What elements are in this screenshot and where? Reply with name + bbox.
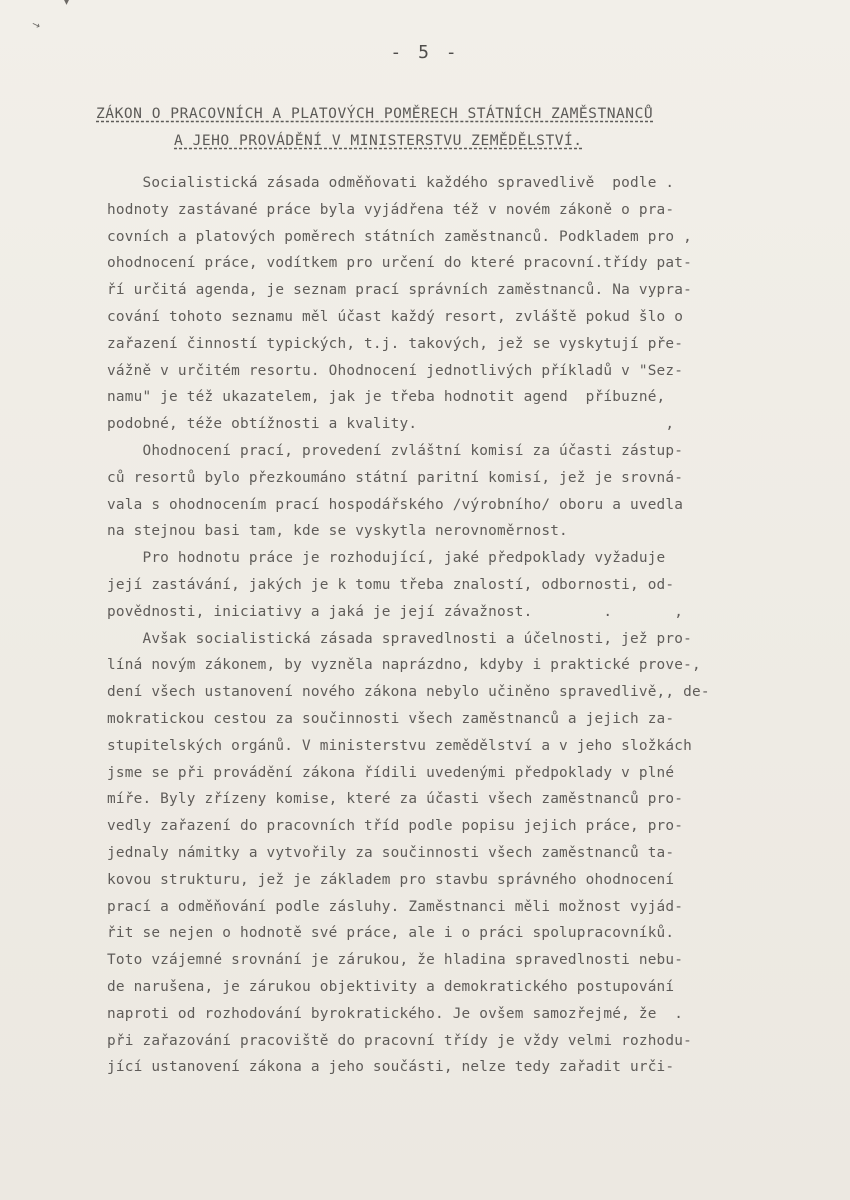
text-line: ří určitá agenda, je seznam prací správních zaměstnanců. Na vypra- — [107, 282, 693, 299]
text-line: prací a odměňování podle zásluhy. Zaměstnanci měli možnost vyjád- — [107, 898, 684, 915]
text-line: vedly zařazení do pracovních tříd podle popisu jejich práce, pro- — [107, 818, 684, 835]
text-line: vala s ohodnocením prací hospodářského /výrobního/ oboru a uvedla — [107, 496, 684, 513]
punch-mark-top: ▾ — [64, 0, 70, 8]
text-line: cování tohoto seznamu měl účast každý resort, zvláště pokud šlo o — [107, 308, 684, 325]
heading-line-1: ZÁKON O PRACOVNÍCH A PLATOVÝCH POMĚRECH STÁTNÍCH ZAMĚSTNANCŮ — [96, 105, 654, 122]
body-text — [107, 170, 829, 1081]
text-line: řit se nejen o hodnotě své práce, ale i o práci spolupracovníků. — [107, 925, 675, 942]
text-line: vážně v určitém resortu. Ohodnocení jednotlivých příkladů v "Sez- — [107, 362, 684, 379]
text-line: její zastávání, jakých je k tomu třeba znalostí, odbornosti, od- — [107, 576, 675, 593]
text-line: při zařazování pracoviště do pracovní třídy je vždy velmi rozhodu- — [107, 1032, 693, 1049]
text-line: covních a platových poměrech státních zaměstnanců. Podkladem pro , — [107, 228, 693, 245]
text-line: de narušena, je zárukou objektivity a demokratického postupování — [107, 978, 675, 995]
text-line: mokratickou cestou za součinnosti všech zaměstnanců a jejich za- — [107, 710, 675, 727]
text-line: ohodnocení práce, vodítkem pro určení do které pracovní.třídy pat- — [107, 255, 693, 272]
document-heading — [96, 100, 816, 154]
text-line: podobné, téže obtížnosti a kvality. , — [107, 416, 675, 433]
text-line: ců resortů bylo přezkoumáno státní paritní komisí, jež je srovná- — [107, 469, 684, 486]
text-line: dení všech ustanovení nového zákona nebylo učiněno spravedlivě,, de- — [107, 684, 710, 701]
text-line: míře. Byly zřízeny komise, které za účasti všech zaměstnanců pro- — [107, 791, 684, 808]
text-line: stupitelských orgánů. V ministerstvu zemědělství a v jeho složkách — [107, 737, 693, 754]
text-line: Ohodnocení prací, provedení zvláštní komisí za účasti zástup- — [107, 442, 684, 459]
text-line: Socialistická zásada odměňovati každého spravedlivě podle . — [107, 175, 675, 191]
heading-line-2: A JEHO PROVÁDĚNÍ V MINISTERSTVU ZEMĚDĚLSTVÍ. — [174, 132, 583, 149]
page-number: - 5 - — [390, 42, 460, 63]
text-line: jednaly námitky a vytvořily za součinnosti všech zaměstnanců ta- — [107, 844, 675, 861]
text-line: na stejnou basi tam, kde se vyskytla nerovnoměrnost. — [107, 523, 568, 540]
text-line: Pro hodnotu práce je rozhodující, jaké předpoklady vyžaduje — [107, 550, 666, 567]
text-line: Toto vzájemné srovnání je zárukou, že hladina spravedlnosti nebu- — [107, 952, 684, 969]
text-line: naproti od rozhodování byrokratického. Je ovšem samozřejmé, že . — [107, 1005, 684, 1022]
pen-mark: ↘ — [30, 18, 43, 33]
text-line: zařazení činností typických, t.j. takových, jež se vyskytují pře- — [107, 335, 684, 352]
text-line: jsme se při provádění zákona řídili uvedenými předpoklady v plné — [107, 764, 675, 781]
text-line: povědnosti, iniciativy a jaká je její závažnost. . , — [107, 603, 684, 620]
text-line: jící ustanovení zákona a jeho součásti, nelze tedy zařadit urči- — [107, 1059, 675, 1076]
text-line: líná novým zákonem, by vyzněla naprázdno, kdyby i praktické prove-, — [107, 657, 701, 674]
text-line: Avšak socialistická zásada spravedlnosti a účelnosti, jež pro- — [107, 630, 693, 647]
text-line: kovou strukturu, jež je základem pro stavbu správného ohodnocení — [107, 871, 675, 888]
text-line: namu" je též ukazatelem, jak je třeba hodnotit agend příbuzné, — [107, 389, 666, 406]
text-line: hodnoty zastávané práce byla vyjádřena též v novém zákoně o pra- — [107, 201, 675, 218]
